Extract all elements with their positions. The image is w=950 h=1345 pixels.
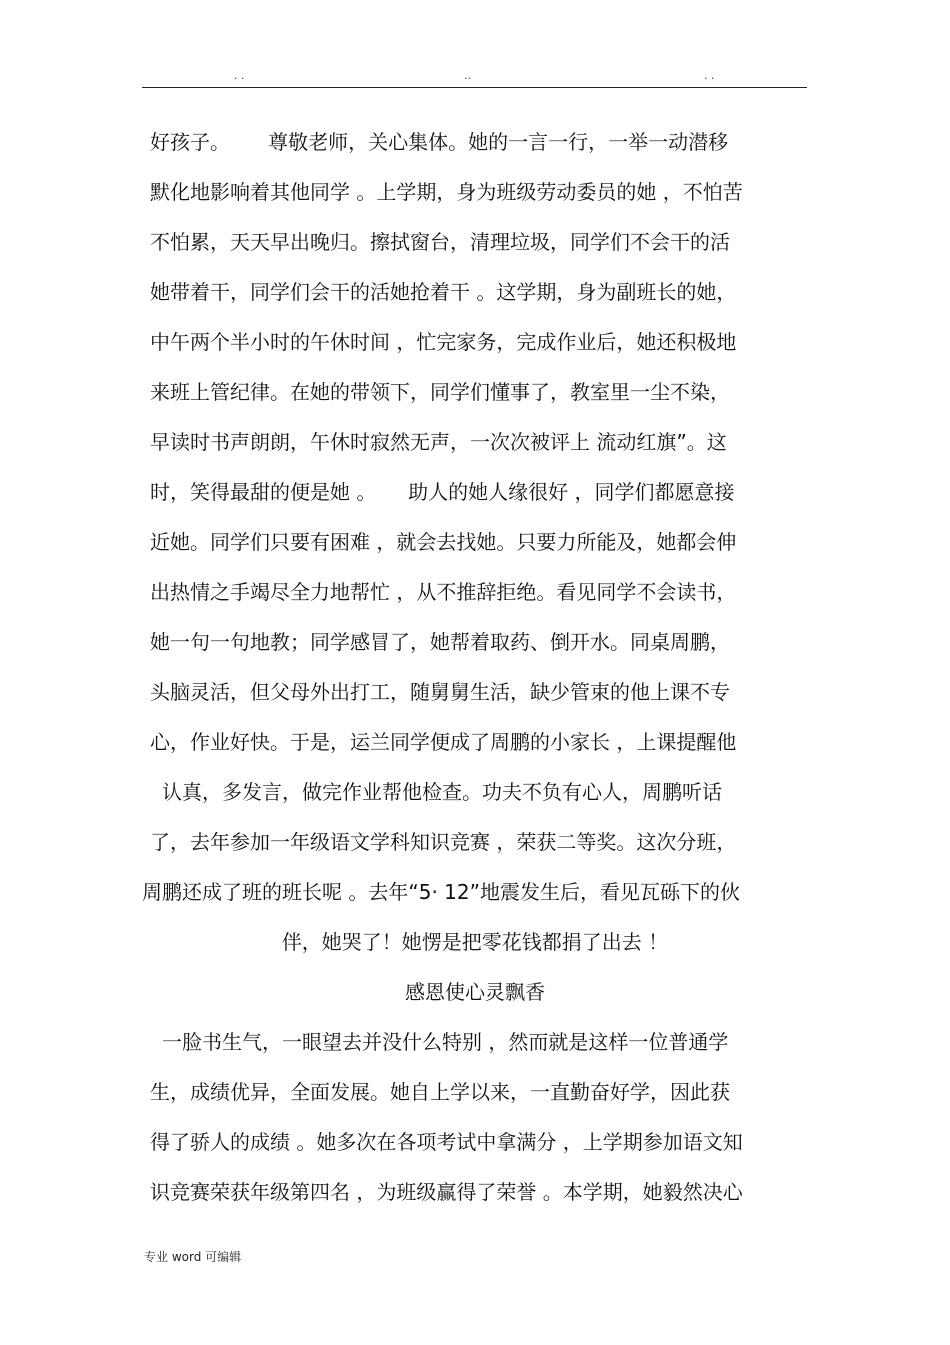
- text-line: 早读时书声朗朗，午休时寂然无声，一次次被评上 流动红旗”。这: [150, 430, 727, 454]
- header-rule: [142, 87, 807, 88]
- text-line: 中午两个半小时的午休时间 ，忙完家务，完成作业后，她还积极地: [150, 330, 737, 354]
- text-line: 不怕累，天天早出晚归。擦拭窗台，清理垃圾，同学们不会干的活: [150, 230, 730, 254]
- text-line: 一脸书生气，一眼望去并没什么特别 ，然而就是这样一位普通学: [162, 1030, 729, 1054]
- text-line: 识竞赛荣获年级第四名 ，为班级赢得了荣誉 。本学期，她毅然决心: [150, 1180, 743, 1204]
- text-line: 头脑灵活，但父母外出打工，随舅舅生活，缺少管束的他上课不专: [150, 680, 730, 704]
- text-line: 伴，她哭了！她愣是把零花钱都捐了出去 ！: [281, 930, 669, 954]
- text-line: 出热情之手竭尽全力地帮忙 ，从不推辞拒绝。看见同学不会读书，: [150, 580, 737, 604]
- text-line: 生，成绩优异，全面发展。她自上学以来，一直勤奋好学，因此获: [150, 1080, 730, 1104]
- text-line: 得了骄人的成绩 。她多次在各项考试中拿满分 ，上学期参加语文知: [150, 1130, 743, 1154]
- text-line: 心，作业好快。于是，运兰同学便成了周鹏的小家长 ，上课提醒他: [150, 730, 737, 754]
- page-header: [0, 68, 950, 84]
- text-line: 好孩子。 尊敬老师，关心集体。她的一言一行，一举一动潜移: [150, 130, 729, 154]
- text-line: 了，去年参加一年级语文学科知识竞赛 ，荣获二等奖。这次分班，: [150, 830, 737, 854]
- header-mark-center: ..: [464, 69, 471, 82]
- text-line: 她一句一句地教；同学感冒了，她帮着取药、倒开水。同桌周鹏，: [150, 630, 730, 654]
- header-mark-right: . .: [704, 69, 715, 82]
- text-line: 周鹏还成了班的班长呢 。去年“5· 12”地震发生后，看见瓦砾下的伙: [142, 880, 740, 904]
- article-body: [140, 117, 810, 1217]
- footer-note: 专业 word 可编辑: [144, 1250, 242, 1264]
- header-mark-left: . .: [234, 69, 245, 82]
- text-line: 时，笑得最甜的便是她 。 助人的她人缘很好 ，同学们都愿意接: [150, 480, 735, 504]
- text-line: 近她。同学们只要有困难 ，就会去找她。只要力所能及，她都会伸: [150, 530, 737, 554]
- section-title: 感恩使心灵飘香: [405, 980, 545, 1004]
- text-line: 默化地影响着其他同学 。上学期，身为班级劳动委员的她 ，不怕苦: [150, 180, 743, 204]
- text-line: 来班上管纪律。在她的带领下，同学们懂事了，教室里一尘不染，: [150, 380, 730, 404]
- text-line: 认真，多发言，做完作业帮他检查。功夫不负有心人，周鹏听话: [162, 780, 722, 804]
- text-line: 她带着干，同学们会干的活她抢着干 。这学期，身为副班长的她，: [150, 280, 737, 304]
